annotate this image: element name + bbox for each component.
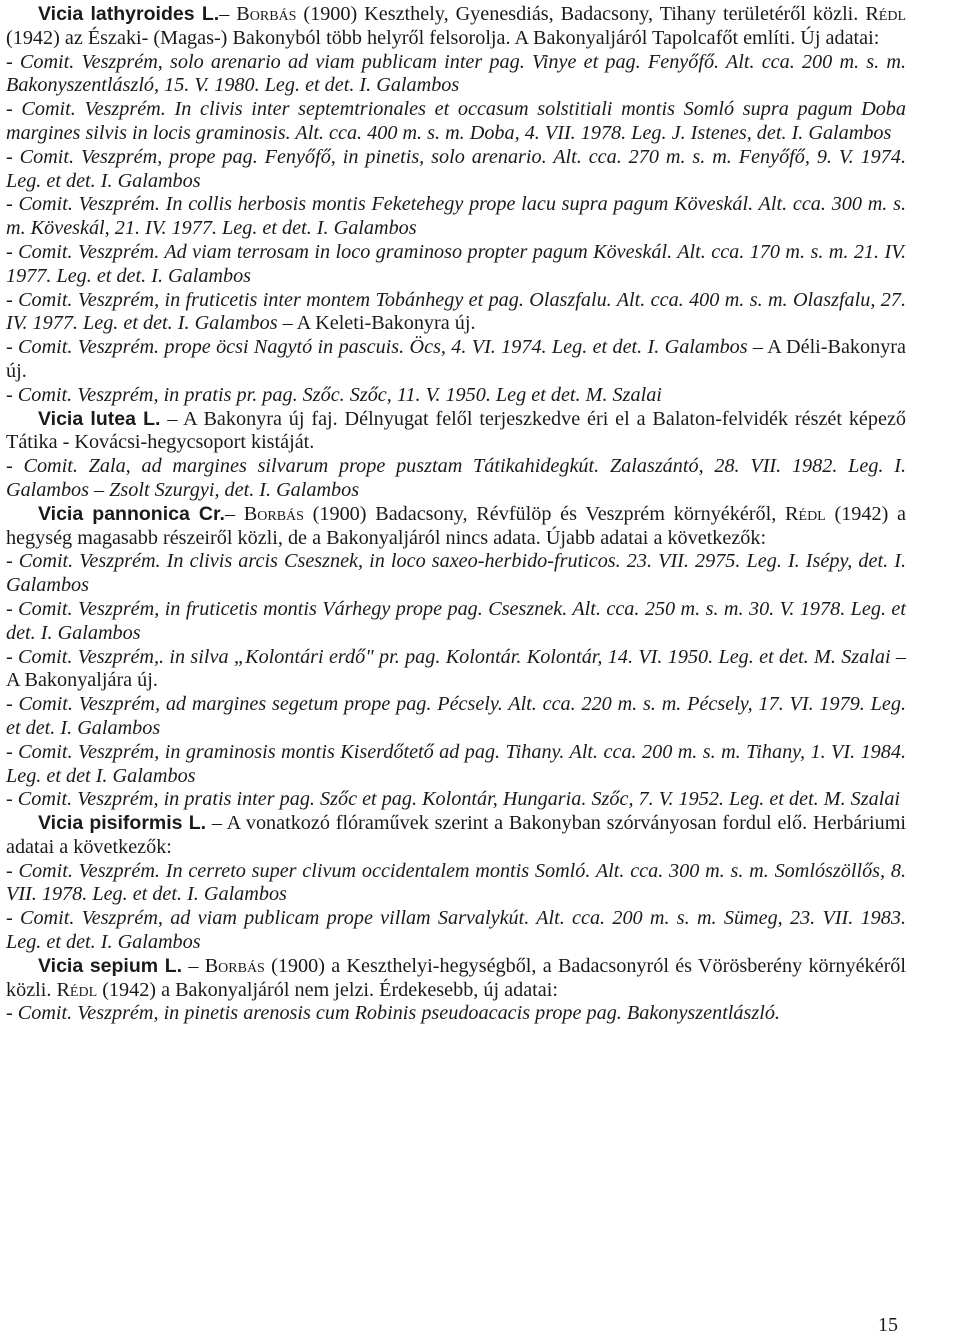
record-text: - Comit. Veszprém. In clivis arcis Csesznek, in loco saxeo-herbido-fruticos. 23. VII. 2975. Leg. I. Isépy, det. I. Galambos	[6, 550, 906, 597]
page-number: 15	[878, 1314, 898, 1336]
specimen-record	[6, 860, 906, 908]
species-paragraph	[6, 955, 906, 1003]
body-text: (1900) Keszthely, Gyenesdiás, Badacsony, Tihany területéről közli.	[296, 3, 866, 25]
record-text: - Comit. Veszprém, in graminosis montis Kiserdőtető ad pag. Tihany. Alt. cca. 200 m. s. m. Tihany, 1. VI. 1984. Leg. et det I. Galambos	[6, 740, 906, 787]
record-text: - Comit. Veszprém. In cerreto super clivum occidentalem montis Somló. Alt. cca. 300 m. s. m. Somlószöllős, 8. VII. 1978. Leg. et det. I. Galambos	[6, 859, 906, 906]
specimen-record	[6, 788, 906, 812]
record-text: - Comit. Veszprém, in pratis inter pag. Szőc et pag. Kolontár, Hungaria. Szőc, 7. V. 1952. Leg. et det. M. Szalai	[6, 788, 901, 811]
species-paragraph	[6, 3, 906, 51]
specimen-record	[6, 1002, 906, 1026]
specimen-record	[6, 741, 906, 789]
body-text: –	[224, 502, 244, 525]
body-text: – A Déli-Bakonyra új.	[6, 336, 906, 382]
record-text: - Comit. Veszprém. prope öcsi Nagytó in pascuis. Öcs, 4. VI. 1974. Leg. et det. I. Galambos	[6, 336, 748, 359]
body-text: (1900) Badacsony, Révfülöp és Veszprém környékéről,	[303, 502, 786, 525]
author-name: Rédl	[865, 3, 906, 25]
body-text: – A Bakonyaljára új.	[6, 645, 906, 692]
author-name: Borbás	[204, 954, 265, 977]
record-text: - Comit. Veszprém, in pinetis arenosis cum Robinis pseudoacacis prope pag. Bakonyszentlászló.	[6, 1002, 780, 1025]
author-name: Borbás	[243, 502, 304, 525]
specimen-record	[6, 646, 906, 694]
specimen-record	[6, 598, 906, 646]
specimen-record	[6, 51, 906, 99]
species-name: Vicia pannonica Cr.	[38, 502, 225, 525]
record-text: - Comit. Veszprém,. in silva „Kolontári erdő" pr. pag. Kolontár. Kolontár, 14. VI. 1950. Leg. et det. M. Szalai	[6, 645, 891, 668]
record-text: - Comit. Veszprém. In collis herbosis montis Feketehegy prope lacu supra pagum Köveskál. Alt. cca. 300 m. s. m. Köveskál, 21. IV. 1977. Leg. et det. I. Galambos	[6, 193, 906, 240]
body-text: (1900) a Keszthelyi-hegységből, a Badacsonyról és Vörösberény környékéről közli.	[6, 954, 907, 1001]
page-content	[6, 3, 906, 1026]
species-name: Vicia lathyroides L.	[38, 3, 220, 25]
record-text: - Comit. Veszprém. Ad viam terrosam in loco graminoso propter pagum Köveskál. Alt. cca. 170 m. s. m. 21. IV. 1977. Leg. et det. I. Galambos	[6, 240, 906, 287]
author-name: Rédl	[56, 978, 98, 1001]
species-paragraph	[6, 503, 906, 551]
species-paragraph	[6, 812, 906, 860]
species-name: Vicia lutea L.	[38, 407, 161, 430]
specimen-record	[6, 193, 906, 241]
author-name: Borbás	[236, 3, 297, 25]
species-paragraph	[6, 408, 906, 456]
specimen-record	[6, 146, 906, 194]
body-text: – A Keleti-Bakonyra új.	[277, 312, 476, 335]
record-text: - Comit. Veszprém, in pratis pr. pag. Szőc. Szőc, 11. V. 1950. Leg et det. M. Szalai	[6, 383, 662, 406]
specimen-record	[6, 907, 906, 955]
record-text: - Comit. Veszprém, in fruticetis montis Várhegy prope pag. Csesznek. Alt. cca. 250 m. s. m. 30. V. 1978. Leg. et det. I. Galambos	[6, 597, 906, 644]
body-text: – A Bakonyra új faj. Délnyugat felől terjeszkedve éri el a Balaton-felvidék részét képező Tátika - Kovácsi-hegycsoport kistáját.	[6, 407, 906, 454]
specimen-record	[6, 550, 906, 598]
record-text: - Comit. Zala, ad margines silvarum prope pusztam Tátikahidegkút. Zalaszántó, 28. VII. 1982. Leg. I. Galambos – Zsolt Szurgyi, det. I. Galambos	[6, 455, 906, 501]
author-name: Rédl	[785, 502, 826, 525]
record-text: - Comit. Veszprém, ad viam publicam prope villam Sarvalykút. Alt. cca. 200 m. s. m. Sümeg, 23. VII. 1983. Leg. et det. I. Galambos	[6, 907, 906, 954]
body-text: –	[219, 3, 237, 25]
specimen-record	[6, 336, 906, 384]
body-text: (1942) a hegység magasabb részeiről közli, de a Bakonyaljáról nincs adata. Újabb adatai a következők:	[6, 502, 907, 549]
record-text: - Comit. Veszprém, prope pag. Fenyőfő, in pinetis, solo arenario. Alt. cca. 270 m. s. m. Fenyőfő, 9. V. 1974. Leg. et det. I. Galambos	[6, 145, 906, 192]
specimen-record	[6, 289, 906, 337]
species-name: Vicia sepium L.	[38, 954, 183, 977]
specimen-record	[6, 455, 906, 503]
specimen-record	[6, 98, 906, 146]
body-text: – A vonatkozó flóraművek szerint a Bakonyban szórványosan fordul elő. Herbáriumi adatai a következők:	[6, 812, 907, 858]
species-name: Vicia pisiformis L.	[38, 812, 207, 835]
specimen-record	[6, 241, 906, 289]
body-text: (1942) az Északi- (Magas-) Bakonyból több helyről felsorolja. A Bakonyaljáról Tapolcafőt említi. Új adatai:	[6, 26, 880, 49]
record-text: - Comit. Veszprém, solo arenario ad viam publicam inter pag. Vinye et pag. Fenyőfő. Alt. cca. 200 m. s. m. Bakonyszentlászló, 15. V. 1980. Leg. et det. I. Galambos	[6, 50, 906, 97]
body-text: (1942) a Bakonyaljáról nem jelzi. Érdekesebb, új adatai:	[97, 978, 558, 1001]
body-text: –	[182, 954, 205, 977]
record-text: - Comit. Veszprém. In clivis inter septemtrionales et occasum solstitiali montis Somló supra pagum Doba margines silvis in locis graminosis. Alt. cca. 400 m. s. m. Doba, 4. VII. 1978. Leg. J. Istenes, det. I. Galambos	[6, 98, 906, 144]
record-text: - Comit. Veszprém, in fruticetis inter montem Tobánhegy et pag. Olaszfalu. Alt. cca. 400 m. s. m. Olaszfalu, 27. IV. 1977. Leg. et det. I. Galambos	[6, 288, 906, 335]
specimen-record	[6, 693, 906, 741]
specimen-record	[6, 384, 906, 408]
record-text: - Comit. Veszprém, ad margines segetum prope pag. Pécsely. Alt. cca. 220 m. s. m. Pécsely, 17. VI. 1979. Leg. et det. I. Galambos	[6, 693, 906, 739]
